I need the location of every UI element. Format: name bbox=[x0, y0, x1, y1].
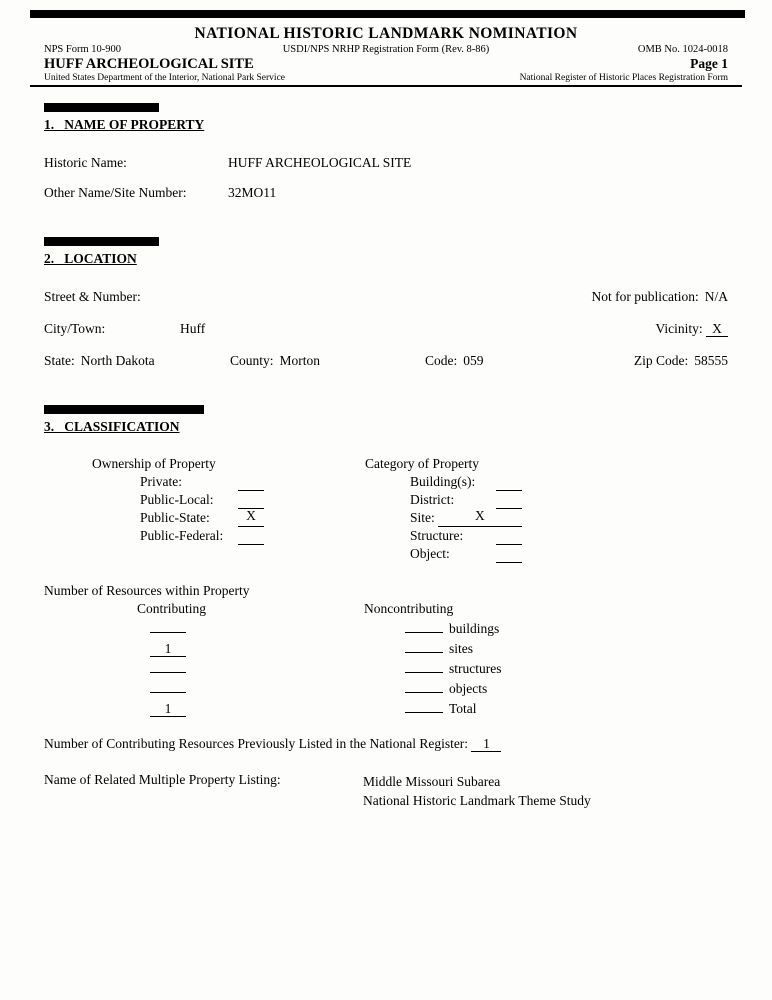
resources-column-heads bbox=[137, 600, 772, 618]
section3-heading: 3. CLASSIFICATION bbox=[44, 419, 180, 434]
category-item-structure bbox=[410, 527, 522, 545]
noncontributing-total-blank bbox=[405, 698, 443, 713]
category-items bbox=[410, 473, 535, 563]
ownership-item-public-state bbox=[140, 509, 264, 527]
street-row bbox=[44, 289, 728, 305]
zip-group bbox=[634, 353, 728, 369]
ownership-public-state-label: Public-State: bbox=[140, 510, 210, 525]
contributing-total-blank: 1 bbox=[150, 702, 186, 717]
not-for-publication-value: N/A bbox=[704, 289, 728, 304]
category-item-site bbox=[410, 509, 522, 527]
ownership-public-local-blank bbox=[238, 491, 264, 509]
previously-listed-label: Number of Contributing Resources Previously Listed in the National Register: bbox=[44, 736, 469, 751]
section2-heading: 2. LOCATION bbox=[44, 251, 137, 266]
contributing-structures-blank bbox=[150, 658, 186, 673]
category-site-blank: X bbox=[438, 509, 522, 527]
form-revision: USDI/NPS NRHP Registration Form (Rev. 8-86) bbox=[282, 44, 490, 55]
ownership-private-blank bbox=[238, 473, 264, 491]
zip-label: Zip Code: bbox=[633, 353, 689, 368]
resource-label-total: Total bbox=[449, 701, 477, 716]
page-number: Page 1 bbox=[690, 56, 728, 71]
noncontributing-heading: Noncontributing bbox=[364, 601, 454, 616]
ownership-public-state-blank: X bbox=[238, 509, 264, 527]
contributing-sites-blank: 1 bbox=[150, 642, 186, 657]
ownership-public-federal-label: Public-Federal: bbox=[140, 528, 224, 543]
code-group bbox=[425, 353, 484, 369]
resource-row-structures bbox=[150, 658, 772, 678]
noncontributing-sites-blank bbox=[405, 638, 443, 653]
historic-name-row bbox=[44, 155, 728, 171]
form-meta-row bbox=[44, 44, 728, 55]
document-title: NATIONAL HISTORIC LANDMARK NOMINATION bbox=[194, 25, 578, 42]
category-object-blank bbox=[496, 545, 522, 563]
category-heading: Category of Property bbox=[365, 456, 479, 471]
county-value: Morton bbox=[279, 353, 321, 368]
not-for-publication bbox=[592, 289, 728, 305]
noncontributing-structures-blank bbox=[405, 658, 443, 673]
multiple-property-line1: Middle Missouri Subarea bbox=[363, 774, 501, 789]
resource-row-sites bbox=[150, 638, 772, 658]
vicinity-group bbox=[655, 321, 728, 337]
contributing-heading: Contributing bbox=[137, 601, 207, 616]
vicinity-blank: X bbox=[706, 322, 728, 337]
site-name: HUFF ARCHEOLOGICAL SITE bbox=[44, 56, 254, 72]
ownership-column bbox=[92, 455, 365, 563]
state-label: State: bbox=[44, 353, 75, 368]
noncontributing-buildings-blank bbox=[405, 618, 443, 633]
contributing-buildings-blank bbox=[150, 618, 186, 633]
department-name: United States Department of the Interior, National Park Service bbox=[44, 73, 286, 83]
multiple-property-line2: National Historic Landmark Theme Study bbox=[363, 793, 591, 808]
form-number: NPS Form 10-900 bbox=[44, 44, 122, 55]
section1-bar bbox=[44, 103, 159, 112]
resource-row-buildings bbox=[150, 618, 772, 638]
agency-row bbox=[44, 73, 728, 83]
category-district-label: District: bbox=[410, 492, 455, 507]
ownership-public-federal-blank bbox=[238, 527, 264, 545]
ownership-item-public-local bbox=[140, 491, 264, 509]
ownership-private-label: Private: bbox=[140, 474, 182, 489]
multiple-property-values bbox=[363, 772, 591, 810]
ownership-item-private bbox=[140, 473, 264, 491]
site-title-row bbox=[44, 56, 728, 73]
section3-bar bbox=[44, 405, 204, 414]
resource-label-sites: sites bbox=[449, 641, 474, 656]
omb-number: OMB No. 1024-0018 bbox=[637, 44, 728, 55]
previously-listed-row bbox=[44, 736, 728, 752]
top-divider-bar bbox=[30, 10, 745, 18]
not-for-publication-label: Not for publication: bbox=[591, 289, 699, 304]
category-structure-label: Structure: bbox=[410, 528, 464, 543]
multiple-property-row bbox=[44, 772, 728, 810]
other-name-value: 32MO11 bbox=[228, 185, 277, 200]
section2-bar bbox=[44, 237, 159, 246]
code-label: Code: bbox=[425, 353, 458, 368]
city-value: Huff bbox=[180, 321, 206, 336]
state-value: North Dakota bbox=[80, 353, 155, 368]
historic-name-value: HUFF ARCHEOLOGICAL SITE bbox=[228, 155, 412, 170]
category-site-label: Site: bbox=[410, 510, 435, 525]
register-form-name: National Register of Historic Places Registration Form bbox=[519, 73, 728, 83]
noncontributing-objects-blank bbox=[405, 678, 443, 693]
county-label: County: bbox=[230, 353, 274, 368]
street-label: Street & Number: bbox=[44, 289, 141, 304]
city-label: City/Town: bbox=[44, 321, 106, 336]
resource-row-total bbox=[150, 698, 772, 718]
category-item-object bbox=[410, 545, 522, 563]
category-item-buildings bbox=[410, 473, 522, 491]
ownership-public-local-label: Public-Local: bbox=[140, 492, 214, 507]
classification-columns bbox=[92, 455, 772, 563]
resource-label-structures: structures bbox=[449, 661, 502, 676]
section1-heading: 1. NAME OF PROPERTY bbox=[44, 117, 205, 132]
previously-listed-blank: 1 bbox=[471, 737, 501, 752]
category-buildings-label: Building(s): bbox=[410, 474, 476, 489]
other-name-row bbox=[44, 185, 728, 201]
resource-row-objects bbox=[150, 678, 772, 698]
city-group bbox=[44, 321, 205, 337]
city-row bbox=[44, 321, 728, 337]
historic-name-label: Historic Name: bbox=[44, 155, 127, 170]
category-buildings-blank bbox=[496, 473, 522, 491]
category-object-label: Object: bbox=[410, 546, 450, 561]
ownership-item-public-federal bbox=[140, 527, 264, 545]
ownership-items bbox=[140, 473, 365, 545]
multiple-property-label: Name of Related Multiple Property Listing: bbox=[44, 772, 281, 787]
ownership-heading: Ownership of Property bbox=[92, 456, 216, 471]
zip-value: 58555 bbox=[694, 353, 728, 368]
vicinity-label: Vicinity: bbox=[655, 321, 703, 336]
category-structure-blank bbox=[496, 527, 522, 545]
category-column bbox=[365, 455, 535, 563]
category-item-district bbox=[410, 491, 522, 509]
state-row bbox=[44, 353, 728, 369]
resource-label-buildings: buildings bbox=[449, 621, 500, 636]
code-value: 059 bbox=[463, 353, 484, 368]
contributing-objects-blank bbox=[150, 678, 186, 693]
category-district-blank bbox=[496, 491, 522, 509]
state-group bbox=[44, 353, 230, 369]
resource-label-objects: objects bbox=[449, 681, 488, 696]
header-rule bbox=[30, 85, 742, 87]
county-group bbox=[230, 353, 425, 369]
other-name-label: Other Name/Site Number: bbox=[44, 185, 187, 200]
resources-heading: Number of Resources within Property bbox=[44, 583, 250, 598]
